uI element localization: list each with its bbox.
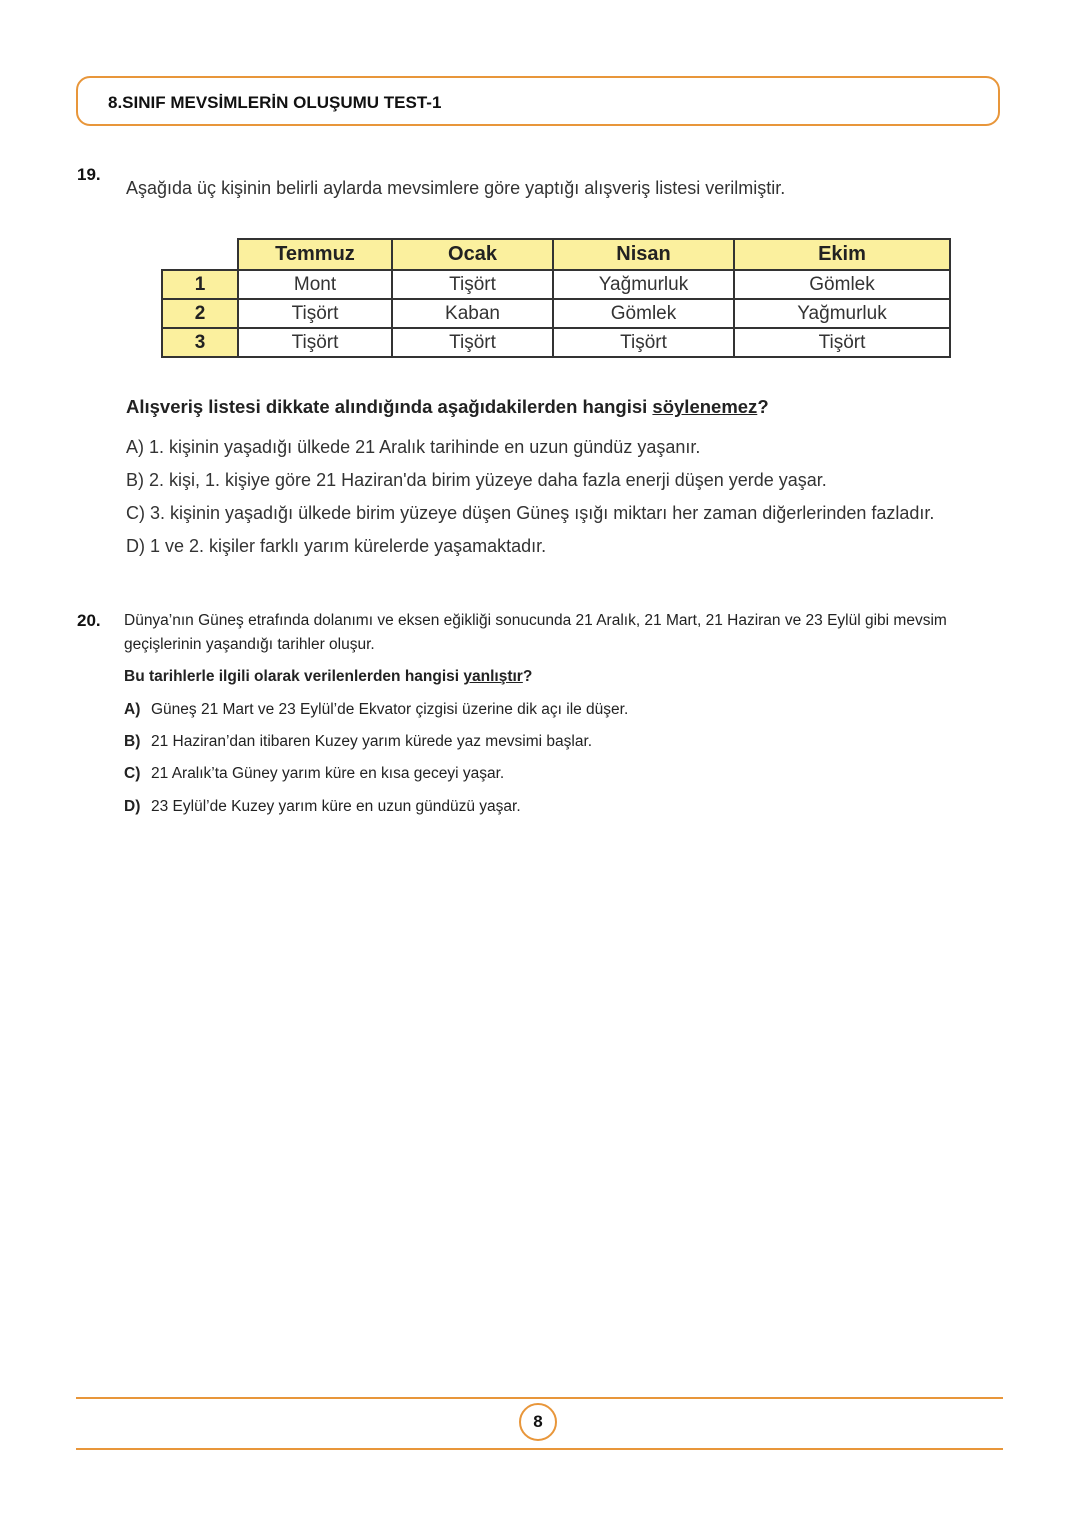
table-cell: Yağmurluk bbox=[734, 299, 950, 328]
option-text: Güneş 21 Mart ve 23 Eylül’de Ekvator çizgisi üzerine dik açı ile düşer. bbox=[151, 701, 629, 718]
option-letter: C) bbox=[124, 765, 141, 782]
table-cell: Tişört bbox=[238, 328, 392, 357]
table-cell: Tişört bbox=[392, 328, 553, 357]
table-header-cell: Ekim bbox=[734, 239, 950, 270]
table-cell: Tişört bbox=[392, 270, 553, 299]
table-row-label: 2 bbox=[162, 299, 238, 328]
question-19-option-c[interactable]: C) 3. kişinin yaşadığı ülkede birim yüzeye düşen Güneş ışığı miktarı her zaman diğerlerinden fazladır. bbox=[126, 503, 935, 523]
table-cell: Tişört bbox=[238, 299, 392, 328]
table-cell: Yağmurluk bbox=[553, 270, 734, 299]
question-19-option-b[interactable]: B) 2. kişi, 1. kişiye göre 21 Haziran'da birim yüzeye daha fazla enerji düşen yerde yaşar. bbox=[126, 470, 827, 490]
question-19-stem bbox=[126, 396, 769, 418]
table-header-cell: Temmuz bbox=[238, 239, 392, 270]
test-title: 8.SINIF MEVSİMLERİN OLUŞUMU TEST-1 bbox=[108, 93, 442, 112]
option-letter: A) bbox=[124, 701, 141, 718]
table-cell: Mont bbox=[238, 270, 392, 299]
option-letter: B) bbox=[124, 733, 141, 750]
option-letter: D) bbox=[124, 798, 141, 815]
table-row-label: 3 bbox=[162, 328, 238, 357]
table-header-cell: Ocak bbox=[392, 239, 553, 270]
table-row bbox=[162, 270, 950, 299]
table-cell: Tişört bbox=[553, 328, 734, 357]
footer-divider-top bbox=[76, 1397, 1003, 1399]
shopping-list-table bbox=[161, 238, 951, 358]
question-20-stem-line-2: geçişlerinin yaşandığı tarihler oluşur. bbox=[124, 636, 375, 653]
question-20-option-c[interactable] bbox=[124, 765, 504, 783]
question-20-ask-text: Bu tarihlerle ilgili olarak verilenlerden hangisi bbox=[124, 668, 464, 685]
footer-divider-bottom bbox=[76, 1448, 1003, 1450]
question-20-option-a[interactable] bbox=[124, 701, 628, 719]
question-20-ask-end: ? bbox=[522, 668, 533, 685]
question-20-ask bbox=[124, 668, 532, 686]
table-cell: Kaban bbox=[392, 299, 553, 328]
table-cell: Gömlek bbox=[553, 299, 734, 328]
table-row-label: 1 bbox=[162, 270, 238, 299]
option-text: 21 Haziran’dan itibaren Kuzey yarım kürede yaz mevsimi başlar. bbox=[151, 733, 593, 750]
question-19-option-a[interactable]: A) 1. kişinin yaşadığı ülkede 21 Aralık tarihinde en uzun gündüz yaşanır. bbox=[126, 437, 701, 457]
question-19-stem-end: ? bbox=[757, 396, 769, 417]
question-20-option-b[interactable] bbox=[124, 733, 592, 751]
table-header-row bbox=[162, 239, 950, 270]
question-20-ask-keyword: yanlıştır bbox=[463, 668, 523, 685]
question-19-stem-text: Alışveriş listesi dikkate alındığında aşağıdakilerden hangisi bbox=[126, 396, 653, 417]
question-19-stem-keyword: söylenemez bbox=[652, 396, 758, 417]
option-text: 23 Eylül’de Kuzey yarım küre en uzun gündüzü yaşar. bbox=[151, 798, 521, 815]
table-cell: Gömlek bbox=[734, 270, 950, 299]
test-header bbox=[76, 76, 1000, 126]
table-header-cell: Nisan bbox=[553, 239, 734, 270]
question-19-option-d[interactable]: D) 1 ve 2. kişiler farklı yarım kürelerde yaşamaktadır. bbox=[126, 536, 547, 556]
table-row bbox=[162, 328, 950, 357]
page-number: 8 bbox=[519, 1403, 557, 1441]
question-20-number: 20. bbox=[77, 611, 101, 630]
table-corner-cell bbox=[162, 239, 238, 270]
question-19-intro: Aşağıda üç kişinin belirli aylarda mevsimlere göre yaptığı alışveriş listesi verilmiştir. bbox=[126, 178, 786, 198]
question-20-stem-line-1: Dünya’nın Güneş etrafında dolanımı ve eksen eğikliği sonucunda 21 Aralık, 21 Mart, 21 Haziran ve 23 Eylül gibi mevsim bbox=[124, 612, 947, 629]
table-cell: Tişört bbox=[734, 328, 950, 357]
question-19-number: 19. bbox=[77, 165, 101, 184]
table-row bbox=[162, 299, 950, 328]
option-text: 21 Aralık’ta Güney yarım küre en kısa geceyi yaşar. bbox=[151, 765, 505, 782]
question-20-option-d[interactable] bbox=[124, 798, 521, 816]
